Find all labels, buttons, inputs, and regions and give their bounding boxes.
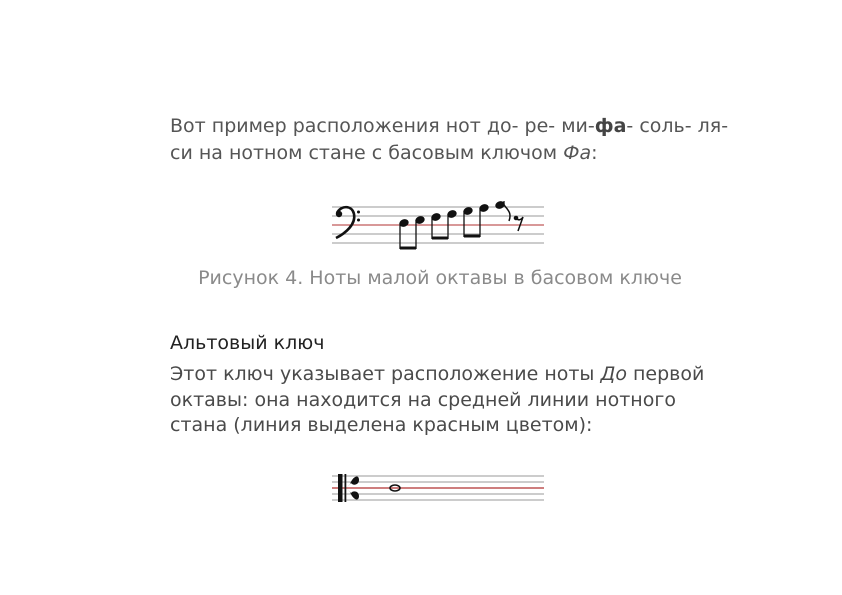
staff-lines bbox=[332, 476, 544, 500]
alto-text-1: Этот ключ указывает расположение ноты bbox=[170, 363, 601, 385]
alto-text-2: первой октавы: она находится на средней линии нотного стана (линия выделена красным цветом): bbox=[170, 363, 705, 436]
figure-caption: Рисунок 4. Ноты малой октавы в басовом ключе bbox=[198, 267, 682, 289]
intro-bold-fa: фа bbox=[594, 115, 627, 137]
alto-italic-do: До bbox=[600, 363, 627, 385]
bass-staff-figure bbox=[332, 201, 547, 259]
section-heading: Альтовый ключ bbox=[170, 332, 325, 354]
intro-italic-fa: Фа bbox=[563, 142, 592, 164]
intro-text-3: : bbox=[591, 142, 598, 164]
intro-paragraph bbox=[170, 113, 730, 167]
intro-text-2: - соль- ля- си на нотном стане с басовым ключом bbox=[170, 115, 729, 164]
intro-text-1: Вот пример расположения нот до- ре- ми- bbox=[170, 115, 595, 137]
alto-paragraph bbox=[170, 362, 730, 439]
bass-clef-icon bbox=[336, 207, 360, 238]
alto-staff-figure bbox=[332, 474, 547, 504]
